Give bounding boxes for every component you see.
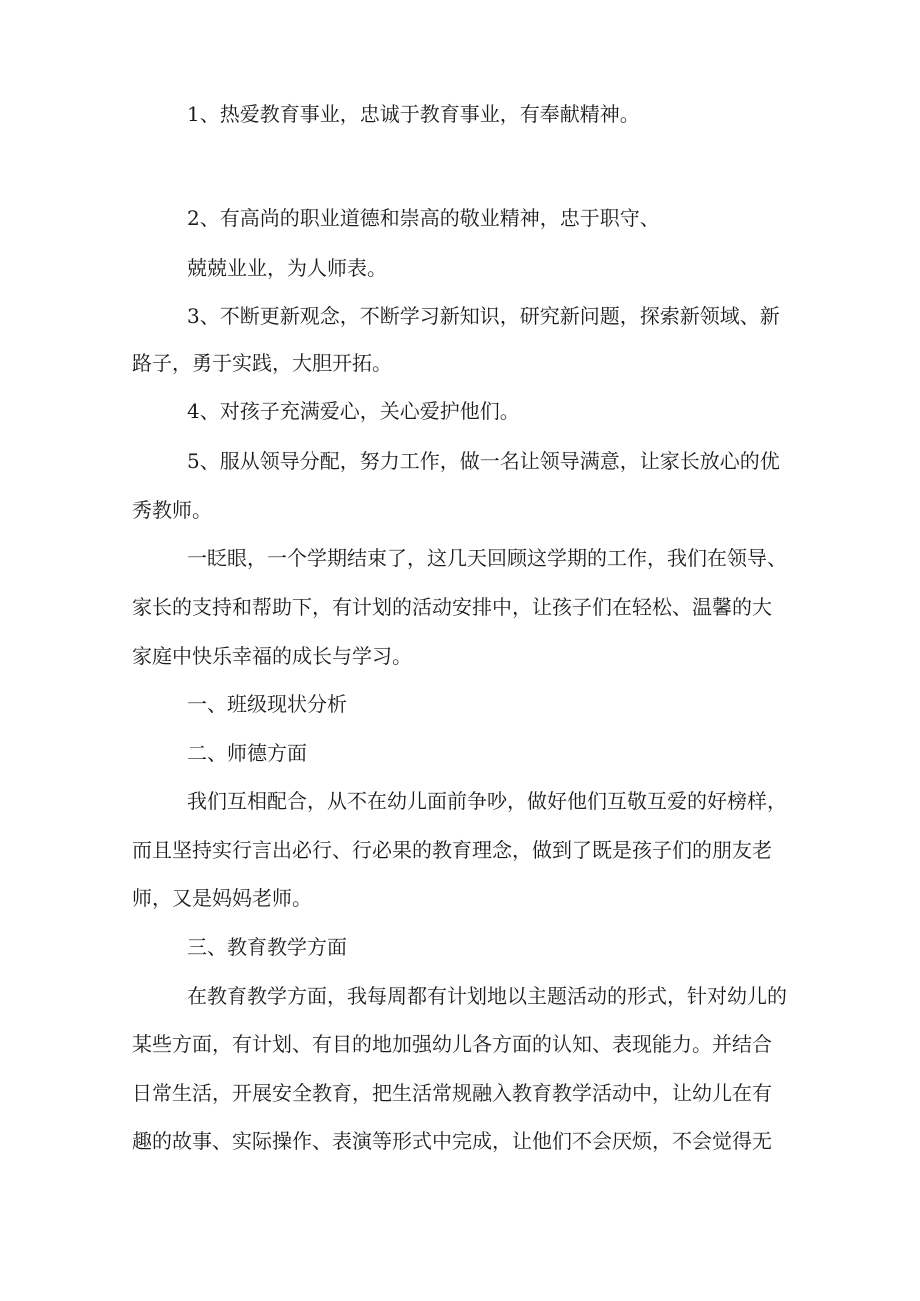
paragraph-line: 兢兢业业，为人师表。 bbox=[187, 256, 387, 280]
paragraph-line: 趣的故事、实际操作、表演等形式中完成，让他们不会厌烦，不会觉得无 bbox=[132, 1129, 772, 1153]
section-heading: 三、教育教学方面 bbox=[187, 935, 347, 959]
paragraph-line: 日常生活，开展安全教育，把生活常规融入教育教学活动中，让幼儿在有 bbox=[132, 1081, 772, 1105]
paragraph-line: 家长的支持和帮助下，有计划的活动安排中，让孩子们在轻松、温馨的大 bbox=[132, 595, 772, 619]
section-heading: 一、班级现状分析 bbox=[187, 692, 347, 716]
paragraph-line: 5、服从领导分配，努力工作，做一名让领导满意，让家长放心的优 bbox=[187, 449, 780, 473]
section-heading: 二、师德方面 bbox=[187, 741, 307, 765]
paragraph-line: 路子，勇于实践，大胆开拓。 bbox=[132, 351, 392, 375]
paragraph-line: 1、热爱教育事业，忠诚于教育事业，有奉献精神。 bbox=[187, 102, 640, 126]
paragraph-line: 而且坚持实行言出必行、行必果的教育理念，做到了既是孩子们的朋友老 bbox=[132, 838, 772, 862]
paragraph-line: 2、有高尚的职业道德和崇高的敬业精神，忠于职守、 bbox=[187, 206, 660, 230]
paragraph-line: 秀教师。 bbox=[132, 498, 212, 522]
paragraph-line: 某些方面，有计划、有目的地加强幼儿各方面的认知、表现能力。并结合 bbox=[132, 1032, 772, 1056]
paragraph-line: 家庭中快乐幸福的成长与学习。 bbox=[132, 644, 412, 668]
paragraph-line: 我们互相配合，从不在幼儿面前争吵，做好他们互敬互爱的好榜样， bbox=[187, 789, 787, 813]
paragraph-line: 3、不断更新观念，不断学习新知识，研究新问题，探索新领域、新 bbox=[187, 304, 780, 328]
paragraph-line: 一眨眼，一个学期结束了，这几天回顾这学期的工作，我们在领导、 bbox=[187, 546, 787, 570]
paragraph-line: 师，又是妈妈老师。 bbox=[132, 886, 312, 910]
paragraph-line: 4、对孩子充满爱心，关心爱护他们。 bbox=[187, 399, 520, 423]
paragraph-line: 在教育教学方面，我每周都有计划地以主题活动的形式，针对幼儿的 bbox=[187, 984, 787, 1008]
